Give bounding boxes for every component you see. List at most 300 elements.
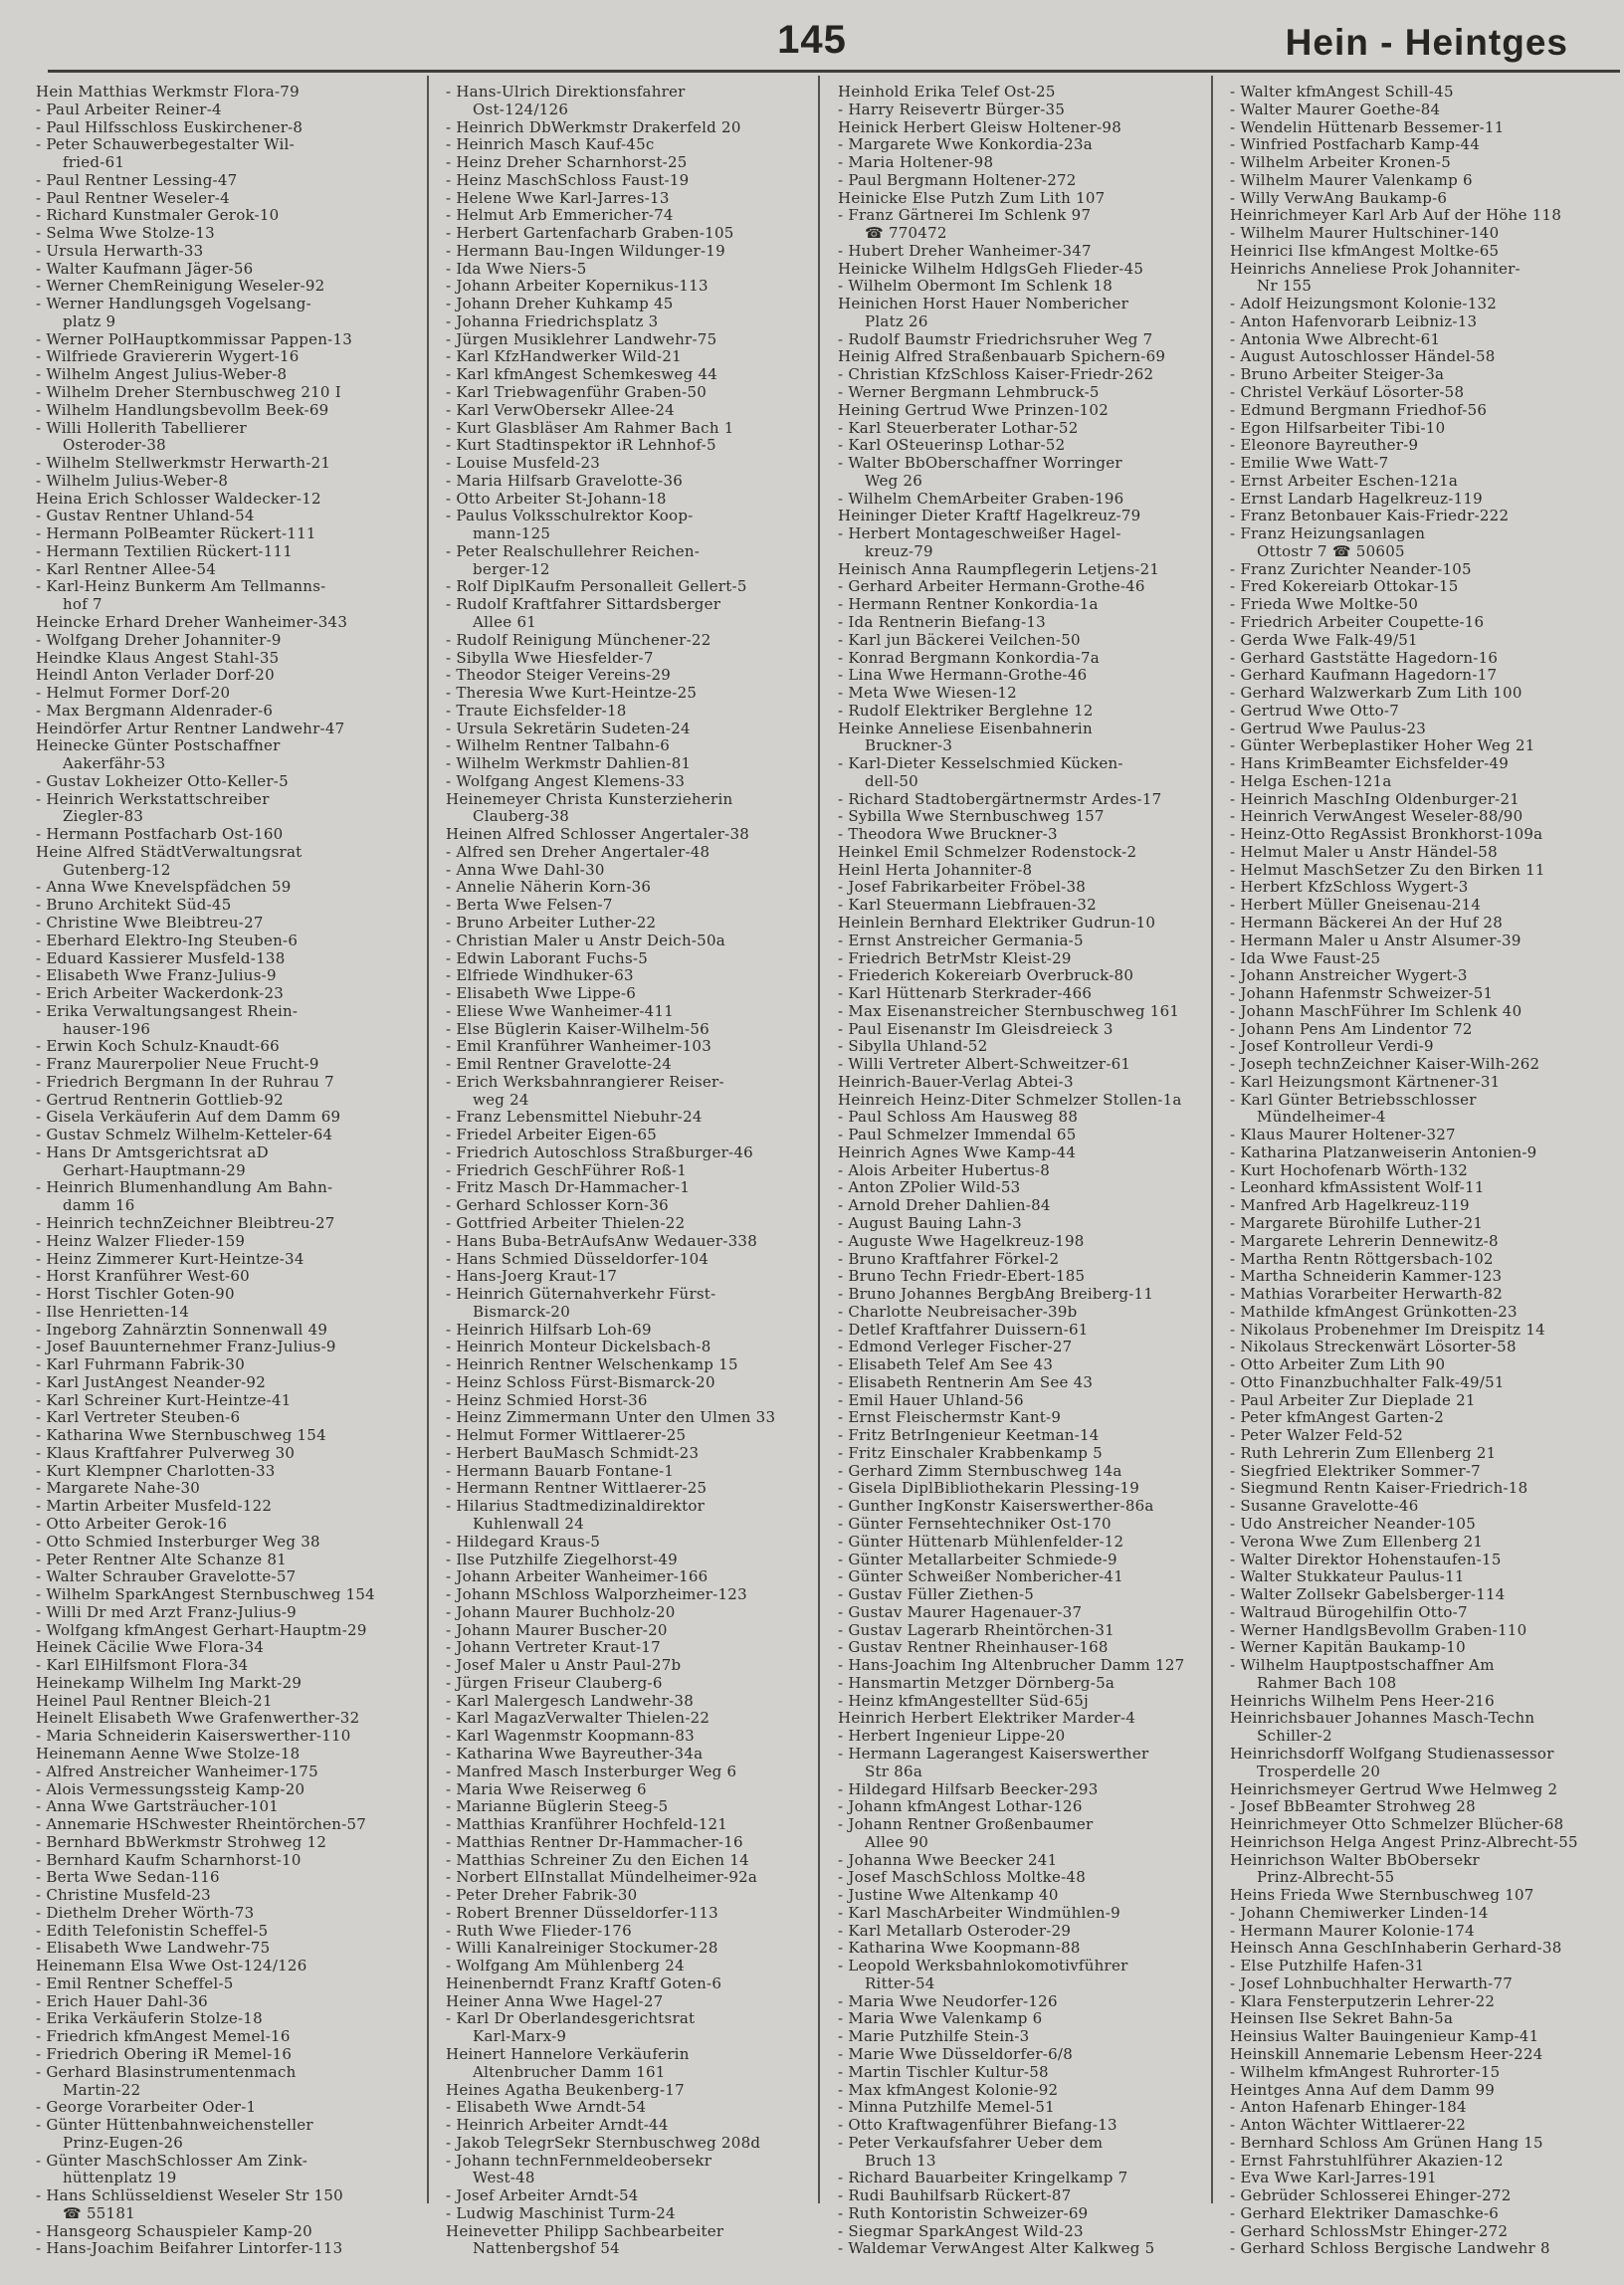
directory-line: West-48 xyxy=(473,2169,535,2187)
directory-line: - Else Putzhilfe Hafen-31 xyxy=(1230,1957,1425,1975)
directory-line: Heincke Erhard Dreher Wanheimer-343 xyxy=(36,612,348,631)
directory-line: - Christine Musfeld-23 xyxy=(36,1886,211,1905)
directory-line: - Heinz Dreher Scharnhorst-25 xyxy=(446,153,688,172)
directory-line: - Anton Wächter Wittlaerer-22 xyxy=(1230,2116,1467,2135)
directory-line: damm 16 xyxy=(63,1196,135,1215)
directory-line: Heinke Anneliese Eisenbahnerin xyxy=(838,719,1093,737)
directory-line: - Frieda Wwe Moltke-50 xyxy=(1230,595,1419,614)
directory-line: - Werner ChemReinigung Weseler-92 xyxy=(36,277,325,296)
directory-line: - Matthias Kranführer Hochfeld-121 xyxy=(446,1815,728,1834)
directory-line: - Wolfgang kfmAngest Gerhart-Hauptm-29 xyxy=(36,1620,367,1639)
directory-line: - Walter Zollsekr Gabelsberger-114 xyxy=(1230,1585,1506,1604)
directory-line: Heinicke Else Putzh Zum Lith 107 xyxy=(838,188,1106,207)
directory-line: - Hans KrimBeamter Eichsfelder-49 xyxy=(1230,754,1510,773)
directory-line: - Elisabeth Rentnerin Am See 43 xyxy=(838,1372,1094,1391)
directory-line: - Walter BbOberschaffner Worringer xyxy=(838,454,1122,473)
directory-line: - Emil Hauer Uhland-56 xyxy=(838,1390,1024,1409)
directory-line: - Johann Chemiwerker Linden-14 xyxy=(1230,1903,1489,1922)
directory-line: - Manfred Masch Insterburger Weg 6 xyxy=(446,1762,737,1780)
directory-line: - Hans Schmied Düsseldorfer-104 xyxy=(446,1249,710,1268)
directory-line: - Edwin Laborant Fuchs-5 xyxy=(446,948,648,967)
directory-line: - Wendelin Hüttenarb Bessemer-11 xyxy=(1230,117,1505,136)
directory-line: - Edmund Bergmann Friedhof-56 xyxy=(1230,400,1488,419)
directory-line: - Hermann Textilien Rückert-111 xyxy=(36,541,294,560)
directory-line: - Katharina Platzanweiserin Antonien-9 xyxy=(1230,1142,1537,1161)
directory-line: - Heinrich Rentner Welschenkamp 15 xyxy=(446,1355,738,1374)
directory-line: Heintges Anna Auf dem Damm 99 xyxy=(1230,2080,1496,2099)
directory-line: - Martha Rentn Röttgersbach-102 xyxy=(1230,1249,1494,1268)
directory-line: - Josef Kontrolleur Verdi-9 xyxy=(1230,1037,1434,1056)
directory-line: hauser-196 xyxy=(63,1019,151,1038)
directory-line: - Heinz-Otto RegAssist Bronkhorst-109a xyxy=(1230,825,1543,844)
directory-line: - Günter Werbeplastiker Hoher Weg 21 xyxy=(1230,736,1535,755)
directory-line: Kuhlenwall 24 xyxy=(473,1515,585,1534)
directory-line: - Heinz Zimmermann Unter den Ulmen 33 xyxy=(446,1408,776,1427)
directory-line: Heinekamp Wilhelm Ing Markt-29 xyxy=(36,1673,303,1692)
directory-line: - Auguste Wwe Hagelkreuz-198 xyxy=(838,1231,1085,1250)
directory-line: - Wilhelm Obermont Im Schlenk 18 xyxy=(838,277,1114,296)
directory-line: - Leopold Werksbahnlokomotivführer xyxy=(838,1957,1128,1975)
directory-line: - Günter Fernsehtechniker Ost-170 xyxy=(838,1515,1112,1534)
directory-column-3 xyxy=(838,84,1210,2258)
directory-line: - Werner Bergmann Lehmbruck-5 xyxy=(838,383,1100,402)
directory-line: - Wilhelm Arbeiter Kronen-5 xyxy=(1230,153,1452,172)
directory-line: - Paulus Volksschulrektor Koop- xyxy=(446,507,694,525)
directory-line: Ost-124/126 xyxy=(473,100,569,118)
directory-line: - Walter Maurer Goethe-84 xyxy=(1230,100,1441,118)
directory-line: - Hermann Rentner Wittlaerer-25 xyxy=(446,1479,708,1498)
directory-line: - Karl MagazVerwalter Thielen-22 xyxy=(446,1709,710,1728)
directory-line: - Heinz MaschSchloss Faust-19 xyxy=(446,170,690,189)
directory-line: Mündelheimer-4 xyxy=(1257,1108,1386,1127)
directory-line: - Christine Wwe Bleibtreu-27 xyxy=(36,913,264,932)
directory-line: - Gunther IngKonstr Kaiserswerther-86a xyxy=(838,1497,1154,1516)
directory-line: - Konrad Bergmann Konkordia-7a xyxy=(838,648,1100,667)
directory-line: - Herbert BauMasch Schmidt-23 xyxy=(446,1443,700,1462)
header-rule xyxy=(48,70,1620,73)
directory-line: - Johann Arbeiter Kopernikus-113 xyxy=(446,277,709,296)
directory-line: - Christian KfzSchloss Kaiser-Friedr-262 xyxy=(838,365,1154,384)
directory-line: - Gerda Wwe Falk-49/51 xyxy=(1230,630,1418,649)
directory-line: - Johann Arbeiter Wanheimer-166 xyxy=(446,1567,709,1586)
directory-line: Heindl Anton Verlader Dorf-20 xyxy=(36,666,275,685)
directory-line: - Wilhelm Maurer Valenkamp 6 xyxy=(1230,170,1473,189)
directory-line: - Walter Schrauber Gravelotte-57 xyxy=(36,1567,297,1586)
directory-line: - Gustav Schmelz Wilhelm-Ketteler-64 xyxy=(36,1126,333,1144)
directory-line: - Johann MaschFührer Im Schlenk 40 xyxy=(1230,1001,1522,1020)
directory-line: Heinek Cäcilie Wwe Flora-34 xyxy=(36,1638,265,1657)
directory-line: - Mathias Vorarbeiter Herwarth-82 xyxy=(1230,1285,1504,1304)
directory-line: - Hermann PolBeamter Rückert-111 xyxy=(36,524,316,543)
directory-line: - Herbert KfzSchloss Wygert-3 xyxy=(1230,878,1469,897)
directory-line: Ritter-54 xyxy=(865,1973,935,1992)
directory-line: - Bruno Arbeiter Steiger-3a xyxy=(1230,365,1445,384)
directory-line: - Bruno Kraftfahrer Förkel-2 xyxy=(838,1249,1060,1268)
directory-line: fried-61 xyxy=(63,153,125,172)
directory-line: - Gustav Rentner Uhland-54 xyxy=(36,507,255,525)
directory-line: - Paul Hilfsschloss Euskirchener-8 xyxy=(36,117,304,136)
directory-line: - Gerhard Gaststätte Hagedorn-16 xyxy=(1230,648,1499,667)
directory-line: - Theodor Steiger Vereins-29 xyxy=(446,666,672,685)
directory-line: - Gertrud Wwe Otto-7 xyxy=(1230,701,1399,720)
directory-line: Aakerfähr-53 xyxy=(63,754,166,773)
directory-line: Heinreich Heinz-Diter Schmelzer Stollen-1a xyxy=(838,1090,1182,1109)
directory-line: - Wilhelm Maurer Hultschiner-140 xyxy=(1230,224,1500,243)
directory-line: Altenbrucher Damm 161 xyxy=(473,2062,666,2081)
directory-line: - Karl Steuerberater Lothar-52 xyxy=(838,418,1079,437)
directory-line: - Maria Hilfsarb Gravelotte-36 xyxy=(446,471,684,490)
directory-line: - Peter Realschullehrer Reichen- xyxy=(446,541,701,560)
directory-line: - Katharina Wwe Koopmann-88 xyxy=(838,1939,1081,1958)
directory-line: Heinsch Anna GeschInhaberin Gerhard-38 xyxy=(1230,1939,1562,1958)
directory-line: - Alois Arbeiter Hubertus-8 xyxy=(838,1160,1051,1179)
directory-line: - Rudolf Elektriker Berglehne 12 xyxy=(838,701,1094,720)
directory-line: ☎ 770472 xyxy=(865,224,947,243)
directory-line: - Johanna Wwe Beecker 241 xyxy=(838,1850,1058,1869)
directory-line: - Johann kfmAngest Lothar-126 xyxy=(838,1797,1083,1816)
directory-line: - Elisabeth Telef Am See 43 xyxy=(838,1355,1054,1374)
directory-line: - Willy VerwAng Baukamp-6 xyxy=(1230,188,1448,207)
directory-line: - Paul Arbeiter Reiner-4 xyxy=(36,100,222,118)
directory-line: - Wolfgang Dreher Johanniter-9 xyxy=(36,630,282,649)
directory-line: - Karl-Dieter Kesselschmied Kücken- xyxy=(838,754,1123,773)
directory-line: - Ruth Lehrerin Zum Ellenberg 21 xyxy=(1230,1443,1497,1462)
directory-line: - Heinz Schmied Horst-36 xyxy=(446,1390,648,1409)
directory-line: - Paul Eisenanstr Im Gleisdreieck 3 xyxy=(838,1019,1114,1038)
directory-line: Heinrichsdorff Wolfgang Studienassessor xyxy=(1230,1744,1554,1763)
directory-line: - Emilie Wwe Watt-7 xyxy=(1230,454,1389,473)
directory-line: - Karl Metallarb Osteroder-29 xyxy=(838,1921,1072,1940)
directory-line: - Helmut Arb Emmericher-74 xyxy=(446,206,674,225)
directory-line: - Friedrich BetrMstr Kleist-29 xyxy=(838,948,1072,967)
directory-line: - Werner HandlgsBevollm Graben-110 xyxy=(1230,1620,1527,1639)
directory-line: - Meta Wwe Wiesen-12 xyxy=(838,684,1017,703)
directory-line: - Hildegard Hilfsarb Beecker-293 xyxy=(838,1779,1099,1798)
directory-line: - Sibylla Wwe Hiesfelder-7 xyxy=(446,648,654,667)
directory-line: - Ernst Landarb Hagelkreuz-119 xyxy=(1230,489,1483,508)
directory-line: Heinemann Elsa Wwe Ost-124/126 xyxy=(36,1957,307,1975)
directory-line: - Hansmartin Metzger Dörnberg-5a xyxy=(838,1673,1116,1692)
directory-line: - Rudolf Kraftfahrer Sittardsberger xyxy=(446,595,721,614)
directory-line: - Margarete Nahe-30 xyxy=(36,1479,201,1498)
directory-line: - Lina Wwe Hermann-Grothe-46 xyxy=(838,666,1088,685)
directory-line: - Christian Maler u Anstr Deich-50a xyxy=(446,931,725,949)
directory-line: - Hermann Bauarb Fontane-1 xyxy=(446,1461,675,1480)
directory-line: - Erich Hauer Dahl-36 xyxy=(36,1991,208,2010)
directory-line: - Helga Eschen-121a xyxy=(1230,771,1392,790)
directory-line: - Bernhard BbWerkmstr Strohweg 12 xyxy=(36,1832,327,1851)
directory-line: - Karl Hüttenarb Sterkrader-466 xyxy=(838,984,1093,1003)
directory-line: - Karl Dr Oberlandesgerichtsrat xyxy=(446,2009,696,2028)
directory-line: - Nikolaus Probenehmer Im Dreispitz 14 xyxy=(1230,1320,1545,1339)
directory-line: Str 86a xyxy=(865,1762,923,1780)
directory-line: - Rudi Bauhilfsarb Rückert-87 xyxy=(838,2186,1072,2205)
directory-line: - Karl-Heinz Bunkerm Am Tellmanns- xyxy=(36,577,326,596)
directory-line: - Josef Bauunternehmer Franz-Julius-9 xyxy=(36,1338,336,1356)
directory-line: Heinemann Aenne Wwe Stolze-18 xyxy=(36,1744,301,1763)
directory-line: - Peter Verkaufsfahrer Ueber dem xyxy=(838,2133,1104,2152)
directory-line: - Hermann Maurer Kolonie-174 xyxy=(1230,1921,1475,1940)
directory-line: - Karl MaschArbeiter Windmühlen-9 xyxy=(838,1903,1120,1922)
directory-line: - Annelie Näherin Korn-36 xyxy=(446,878,652,897)
directory-line: - Fred Kokereiarb Ottokar-15 xyxy=(1230,577,1459,596)
directory-line: - Kurt Stadtinspektor iR Lehnhof-5 xyxy=(446,436,716,455)
directory-line: Schiller-2 xyxy=(1257,1727,1332,1746)
directory-line: - Marie Wwe Düsseldorfer-6/8 xyxy=(838,2044,1074,2063)
directory-line: - Karl Schreiner Kurt-Heintze-41 xyxy=(36,1390,292,1409)
directory-line: - Josef Fabrikarbeiter Fröbel-38 xyxy=(838,878,1087,897)
directory-line: hof 7 xyxy=(63,595,102,614)
directory-line: - Johanna Friedrichsplatz 3 xyxy=(446,312,659,330)
directory-line: - Gertrud Rentnerin Gottlieb-92 xyxy=(36,1090,284,1109)
directory-line: - Erwin Koch Schulz-Knaudt-66 xyxy=(36,1037,280,1056)
page-number: 145 xyxy=(777,18,847,62)
directory-line: - Fritz Masch Dr-Hammacher-1 xyxy=(446,1178,691,1197)
directory-line: - Johann Vertreter Kraut-17 xyxy=(446,1638,661,1657)
directory-line: - Karl KfzHandwerker Wild-21 xyxy=(446,347,682,366)
directory-line: mann-125 xyxy=(473,524,551,543)
directory-line: - Elisabeth Wwe Landwehr-75 xyxy=(36,1939,271,1958)
directory-line: Karl-Marx-9 xyxy=(473,2027,567,2046)
directory-line: - Katharina Wwe Bayreuther-34a xyxy=(446,1744,704,1763)
directory-line: - Ilse Henrietten-14 xyxy=(36,1302,190,1321)
directory-line: - Walter Kaufmann Jäger-56 xyxy=(36,259,254,278)
directory-line: - Werner PolHauptkommissar Pappen-13 xyxy=(36,329,353,348)
directory-line: - Martin Tischler Kultur-58 xyxy=(838,2062,1049,2081)
directory-line: Bismarck-20 xyxy=(473,1302,570,1321)
directory-line: Heinrichsmeyer Gertrud Wwe Helmweg 2 xyxy=(1230,1779,1558,1798)
directory-line: Hein Matthias Werkmstr Flora-79 xyxy=(36,83,300,101)
directory-line: - Gustav Maurer Hagenauer-37 xyxy=(838,1602,1083,1621)
directory-line: - Hubert Dreher Wanheimer-347 xyxy=(838,241,1092,260)
directory-line: - Traute Eichsfelder-18 xyxy=(446,701,627,720)
directory-line: Heinl Herta Johanniter-8 xyxy=(838,860,1033,879)
directory-line: Martin-22 xyxy=(63,2080,141,2099)
directory-line: - Wolfgang Am Mühlenberg 24 xyxy=(446,1957,685,1975)
directory-line: - Maria Wwe Reiserweg 6 xyxy=(446,1779,647,1798)
directory-line: - Franz Betonbauer Kais-Friedr-222 xyxy=(1230,507,1510,525)
directory-line: Bruckner-3 xyxy=(865,736,953,755)
directory-line: - Else Büglerin Kaiser-Wilhelm-56 xyxy=(446,1019,710,1038)
directory-line: - Annemarie HSchwester Rheintörchen-57 xyxy=(36,1815,367,1834)
directory-line: - Emil Kranführer Wanheimer-103 xyxy=(446,1037,711,1056)
directory-line: - Kurt Hochofenarb Wörth-132 xyxy=(1230,1160,1469,1179)
directory-line: - Margarete Lehrerin Dennewitz-8 xyxy=(1230,1231,1499,1250)
directory-line: - Berta Wwe Felsen-7 xyxy=(446,896,613,915)
directory-line: - Karl VerwObersekr Allee-24 xyxy=(446,400,675,419)
directory-line: - Friedrich Bergmann In der Ruhrau 7 xyxy=(36,1072,334,1091)
directory-line: - Friedel Arbeiter Eigen-65 xyxy=(446,1126,658,1144)
directory-line: Platz 26 xyxy=(865,312,928,330)
directory-line: - Paul Bergmann Holtener-272 xyxy=(838,170,1077,189)
directory-line: - Max Bergmann Aldenrader-6 xyxy=(36,701,274,720)
directory-line: - Kurt Glasbläser Am Rahmer Bach 1 xyxy=(446,418,734,437)
directory-line: Heinlein Bernhard Elektriker Gudrun-10 xyxy=(838,913,1156,932)
directory-line: - Johann Pens Am Lindentor 72 xyxy=(1230,1019,1473,1038)
directory-line: - Werner Handlungsgeh Vogelsang- xyxy=(36,295,311,313)
directory-line: Osteroder-38 xyxy=(63,436,166,455)
directory-line: - Karl Steuermann Liebfrauen-32 xyxy=(838,896,1097,915)
directory-line: - Heinrich VerwAngest Weseler-88/90 xyxy=(1230,807,1523,826)
directory-line: - Heinrich MaschIng Oldenburger-21 xyxy=(1230,789,1521,808)
directory-line: Heinsen Ilse Sekret Bahn-5a xyxy=(1230,2009,1454,2028)
directory-line: Heinhold Erika Telef Ost-25 xyxy=(838,83,1056,101)
directory-line: - Gerhard Schlosser Korn-36 xyxy=(446,1196,669,1215)
directory-line: Gutenberg-12 xyxy=(63,860,171,879)
directory-line: - Eva Wwe Karl-Jarres-191 xyxy=(1230,2169,1437,2187)
directory-line: - Manfred Arb Hagelkreuz-119 xyxy=(1230,1196,1470,1215)
directory-line: - Eduard Kassierer Musfeld-138 xyxy=(36,948,286,967)
directory-line: - Marie Putzhilfe Stein-3 xyxy=(838,2027,1030,2046)
directory-line: - Otto Arbeiter St-Johann-18 xyxy=(446,489,667,508)
directory-line: Heinicke Wilhelm HdlgsGeh Flieder-45 xyxy=(838,259,1144,278)
directory-line: - August Bauing Lahn-3 xyxy=(838,1214,1022,1232)
directory-line: - Jürgen Friseur Clauberg-6 xyxy=(446,1673,663,1692)
directory-line: - Ursula Sekretärin Sudeten-24 xyxy=(446,719,691,737)
directory-line: - Edith Telefonistin Scheffel-5 xyxy=(36,1921,269,1940)
directory-line: - Heinrich Güternahverkehr Fürst- xyxy=(446,1285,716,1304)
directory-line: - Eberhard Elektro-Ing Steuben-6 xyxy=(36,931,299,949)
directory-line: - Wilhelm Handlungsbevollm Beek-69 xyxy=(36,400,329,419)
directory-line: - Gottfried Arbeiter Thielen-22 xyxy=(446,1214,686,1232)
directory-line: Heinel Paul Rentner Bleich-21 xyxy=(36,1691,273,1710)
directory-line: Nattenbergshof 54 xyxy=(473,2239,620,2258)
directory-line: - Wilhelm Rentner Talbahn-6 xyxy=(446,736,671,755)
directory-line: - Josef Lohnbuchhalter Herwarth-77 xyxy=(1230,1973,1514,1992)
directory-line: - Johann Dreher Kuhkamp 45 xyxy=(446,295,674,313)
directory-line: Weg 26 xyxy=(865,471,923,490)
directory-line: - Ruth Wwe Flieder-176 xyxy=(446,1921,632,1940)
directory-line: - Ernst Anstreicher Germania-5 xyxy=(838,931,1084,949)
directory-line: - Eliese Wwe Wanheimer-411 xyxy=(446,1001,675,1020)
directory-line: - Gerhard Schloss Bergische Landwehr 8 xyxy=(1230,2239,1550,2258)
directory-line: - Otto Arbeiter Zum Lith 90 xyxy=(1230,1355,1446,1374)
directory-line: - Gerhard Kaufmann Hagedorn-17 xyxy=(1230,666,1498,685)
directory-line: - Wilhelm Werkmstr Dahlien-81 xyxy=(446,754,692,773)
directory-line: - Wilhelm Julius-Weber-8 xyxy=(36,471,229,490)
directory-line: - Gerhard Arbeiter Hermann-Grothe-46 xyxy=(838,577,1145,596)
directory-line: - Elisabeth Wwe Arndt-54 xyxy=(446,2098,647,2117)
directory-line: - Hermann Bäckerei An der Huf 28 xyxy=(1230,913,1503,932)
directory-line: - Heinrich Werkstattschreiber xyxy=(36,789,270,808)
directory-line: - Egon Hilfsarbeiter Tibi-10 xyxy=(1230,418,1446,437)
directory-line: - Arnold Dreher Dahlien-84 xyxy=(838,1196,1051,1215)
directory-line: - Gebrüder Schlosserei Ehinger-272 xyxy=(1230,2186,1512,2205)
directory-line: - Anton Hafenvorarb Leibniz-13 xyxy=(1230,312,1478,330)
directory-line: - Friedrich kfmAngest Memel-16 xyxy=(36,2027,291,2046)
directory-line: - Wilhelm Stellwerkmstr Herwarth-21 xyxy=(36,454,331,473)
directory-line: - Wilhelm SparkAngest Sternbuschweg 154 xyxy=(36,1585,375,1604)
directory-line: - Werner Kapitän Baukamp-10 xyxy=(1230,1638,1466,1657)
directory-line: - Karl OSteuerinsp Lothar-52 xyxy=(838,436,1066,455)
directory-line: - Wilfriede Graviererin Wygert-16 xyxy=(36,347,300,366)
directory-line: - Peter Rentner Alte Schanze 81 xyxy=(36,1550,287,1568)
directory-line: - Horst Kranführer West-60 xyxy=(36,1267,250,1286)
directory-line: - Josef MaschSchloss Moltke-48 xyxy=(838,1868,1087,1887)
directory-line: - Friedrich Autoschloss Straßburger-46 xyxy=(446,1142,753,1161)
directory-line: - Richard Stadtobergärtnermstr Ardes-17 xyxy=(838,789,1162,808)
directory-line: - Anna Wwe Dahl-30 xyxy=(446,860,605,879)
directory-line: - Hans-Joerg Kraut-17 xyxy=(446,1267,618,1286)
directory-line: - Willi Vertreter Albert-Schweitzer-61 xyxy=(838,1055,1131,1074)
directory-line: - Berta Wwe Sedan-116 xyxy=(36,1868,220,1887)
column-divider-3 xyxy=(1211,76,1213,2203)
directory-line: - Alfred sen Dreher Angertaler-48 xyxy=(446,842,710,861)
directory-line: - Adolf Heizungsmont Kolonie-132 xyxy=(1230,295,1498,313)
directory-line: - Willi Dr med Arzt Franz-Julius-9 xyxy=(36,1602,297,1621)
directory-line: - Friedrich GeschFührer Roß-1 xyxy=(446,1160,688,1179)
directory-line: - Ilse Putzhilfe Ziegelhorst-49 xyxy=(446,1550,678,1568)
directory-line: - Helmut Former Wittlaerer-25 xyxy=(446,1426,687,1445)
directory-line: - Selma Wwe Stolze-13 xyxy=(36,224,215,243)
directory-line: Allee 90 xyxy=(865,1832,929,1851)
directory-line: - Karl Günter Betriebsschlosser xyxy=(1230,1090,1477,1109)
directory-line: - Ida Wwe Faust-25 xyxy=(1230,948,1381,967)
directory-line: Heinrich Herbert Elektriker Marder-4 xyxy=(838,1709,1136,1728)
directory-line: Heinick Herbert Gleisw Holtener-98 xyxy=(838,117,1121,136)
directory-line: - Waltraud Bürogehilfin Otto-7 xyxy=(1230,1602,1468,1621)
directory-line: - Louise Musfeld-23 xyxy=(446,454,601,473)
directory-line: - Margarete Wwe Konkordia-23a xyxy=(838,135,1093,154)
directory-line: - Johann Maurer Buchholz-20 xyxy=(446,1602,676,1621)
directory-line: - Rolf DiplKaufm Personalleit Gellert-5 xyxy=(446,577,747,596)
directory-line: - Walter kfmAngest Schill-45 xyxy=(1230,83,1454,101)
directory-line: - Karl Wagenmstr Koopmann-83 xyxy=(446,1727,695,1746)
directory-line: - Heinz Walzer Flieder-159 xyxy=(36,1231,246,1250)
directory-line: - Christel Verkäuf Lösorter-58 xyxy=(1230,383,1465,402)
directory-line: - Alfred Anstreicher Wanheimer-175 xyxy=(36,1762,318,1780)
directory-line: - Wilhelm kfmAngest Ruhrorter-15 xyxy=(1230,2062,1501,2081)
directory-line: - Marianne Büglerin Steeg-5 xyxy=(446,1797,669,1816)
directory-line: - Paul Arbeiter Zur Dieplade 21 xyxy=(1230,1390,1476,1409)
directory-line: - Karl Vertreter Steuben-6 xyxy=(36,1408,241,1427)
directory-line: - Gustav Lagerarb Rheintörchen-31 xyxy=(838,1620,1115,1639)
directory-line: - Gerhard Walzwerkarb Zum Lith 100 xyxy=(1230,684,1522,703)
directory-line: - Friedrich Obering iR Memel-16 xyxy=(36,2044,293,2063)
directory-line: - Bernhard Schloss Am Grünen Hang 15 xyxy=(1230,2133,1543,2152)
directory-line: - Heinrich technZeichner Bleibtreu-27 xyxy=(36,1214,335,1232)
directory-line: Heindörfer Artur Rentner Landwehr-47 xyxy=(36,719,345,737)
directory-line: Heinevetter Philipp Sachbearbeiter xyxy=(446,2221,724,2240)
directory-line: - Hans Schlüsseldienst Weseler Str 150 xyxy=(36,2186,343,2205)
directory-line: - Hans-Joachim Ing Altenbrucher Damm 127 xyxy=(838,1656,1185,1675)
directory-line: - Karl kfmAngest Schemkesweg 44 xyxy=(446,365,718,384)
directory-line: - Emil Rentner Scheffel-5 xyxy=(36,1973,234,1992)
directory-line: - Rudolf Baumstr Friedrichsruher Weg 7 xyxy=(838,329,1153,348)
directory-line: - Karl Fuhrmann Fabrik-30 xyxy=(36,1355,246,1374)
directory-line: Heinenberndt Franz Kraftf Goten-6 xyxy=(446,1973,722,1992)
directory-line: - Hans-Ulrich Direktionsfahrer xyxy=(446,83,686,101)
directory-column-2 xyxy=(446,84,816,2258)
directory-line: - Karl jun Bäckerei Veilchen-50 xyxy=(838,630,1081,649)
directory-line: - Bernhard Kaufm Scharnhorst-10 xyxy=(36,1850,302,1869)
directory-line: - Bruno Johannes BergbAng Breiberg-11 xyxy=(838,1285,1154,1304)
directory-line: - Paul Schmelzer Immendal 65 xyxy=(838,1126,1077,1144)
directory-line: - Klaus Maurer Holtener-327 xyxy=(1230,1126,1456,1144)
directory-line: - Hermann Bau-Ingen Wildunger-19 xyxy=(446,241,725,260)
directory-line: - Erika Verwaltungsangest Rhein- xyxy=(36,1001,299,1020)
directory-line: - Ludwig Maschinist Turm-24 xyxy=(446,2203,676,2222)
directory-line: - Detlef Kraftfahrer Duissern-61 xyxy=(838,1320,1089,1339)
directory-line: - Erika Verkäuferin Stolze-18 xyxy=(36,2009,263,2028)
directory-line: - Jürgen Musiklehrer Landwehr-75 xyxy=(446,329,717,348)
directory-line: Ziegler-83 xyxy=(63,807,144,826)
directory-line: - Paul Schloss Am Hausweg 88 xyxy=(838,1108,1079,1127)
directory-line: - Herbert Müller Gneisenau-214 xyxy=(1230,896,1482,915)
directory-line: - Martha Schneiderin Kammer-123 xyxy=(1230,1267,1503,1286)
directory-line: - Karl Heizungsmont Kärtnener-31 xyxy=(1230,1072,1501,1091)
directory-line: - Theodora Wwe Bruckner-3 xyxy=(838,825,1058,844)
